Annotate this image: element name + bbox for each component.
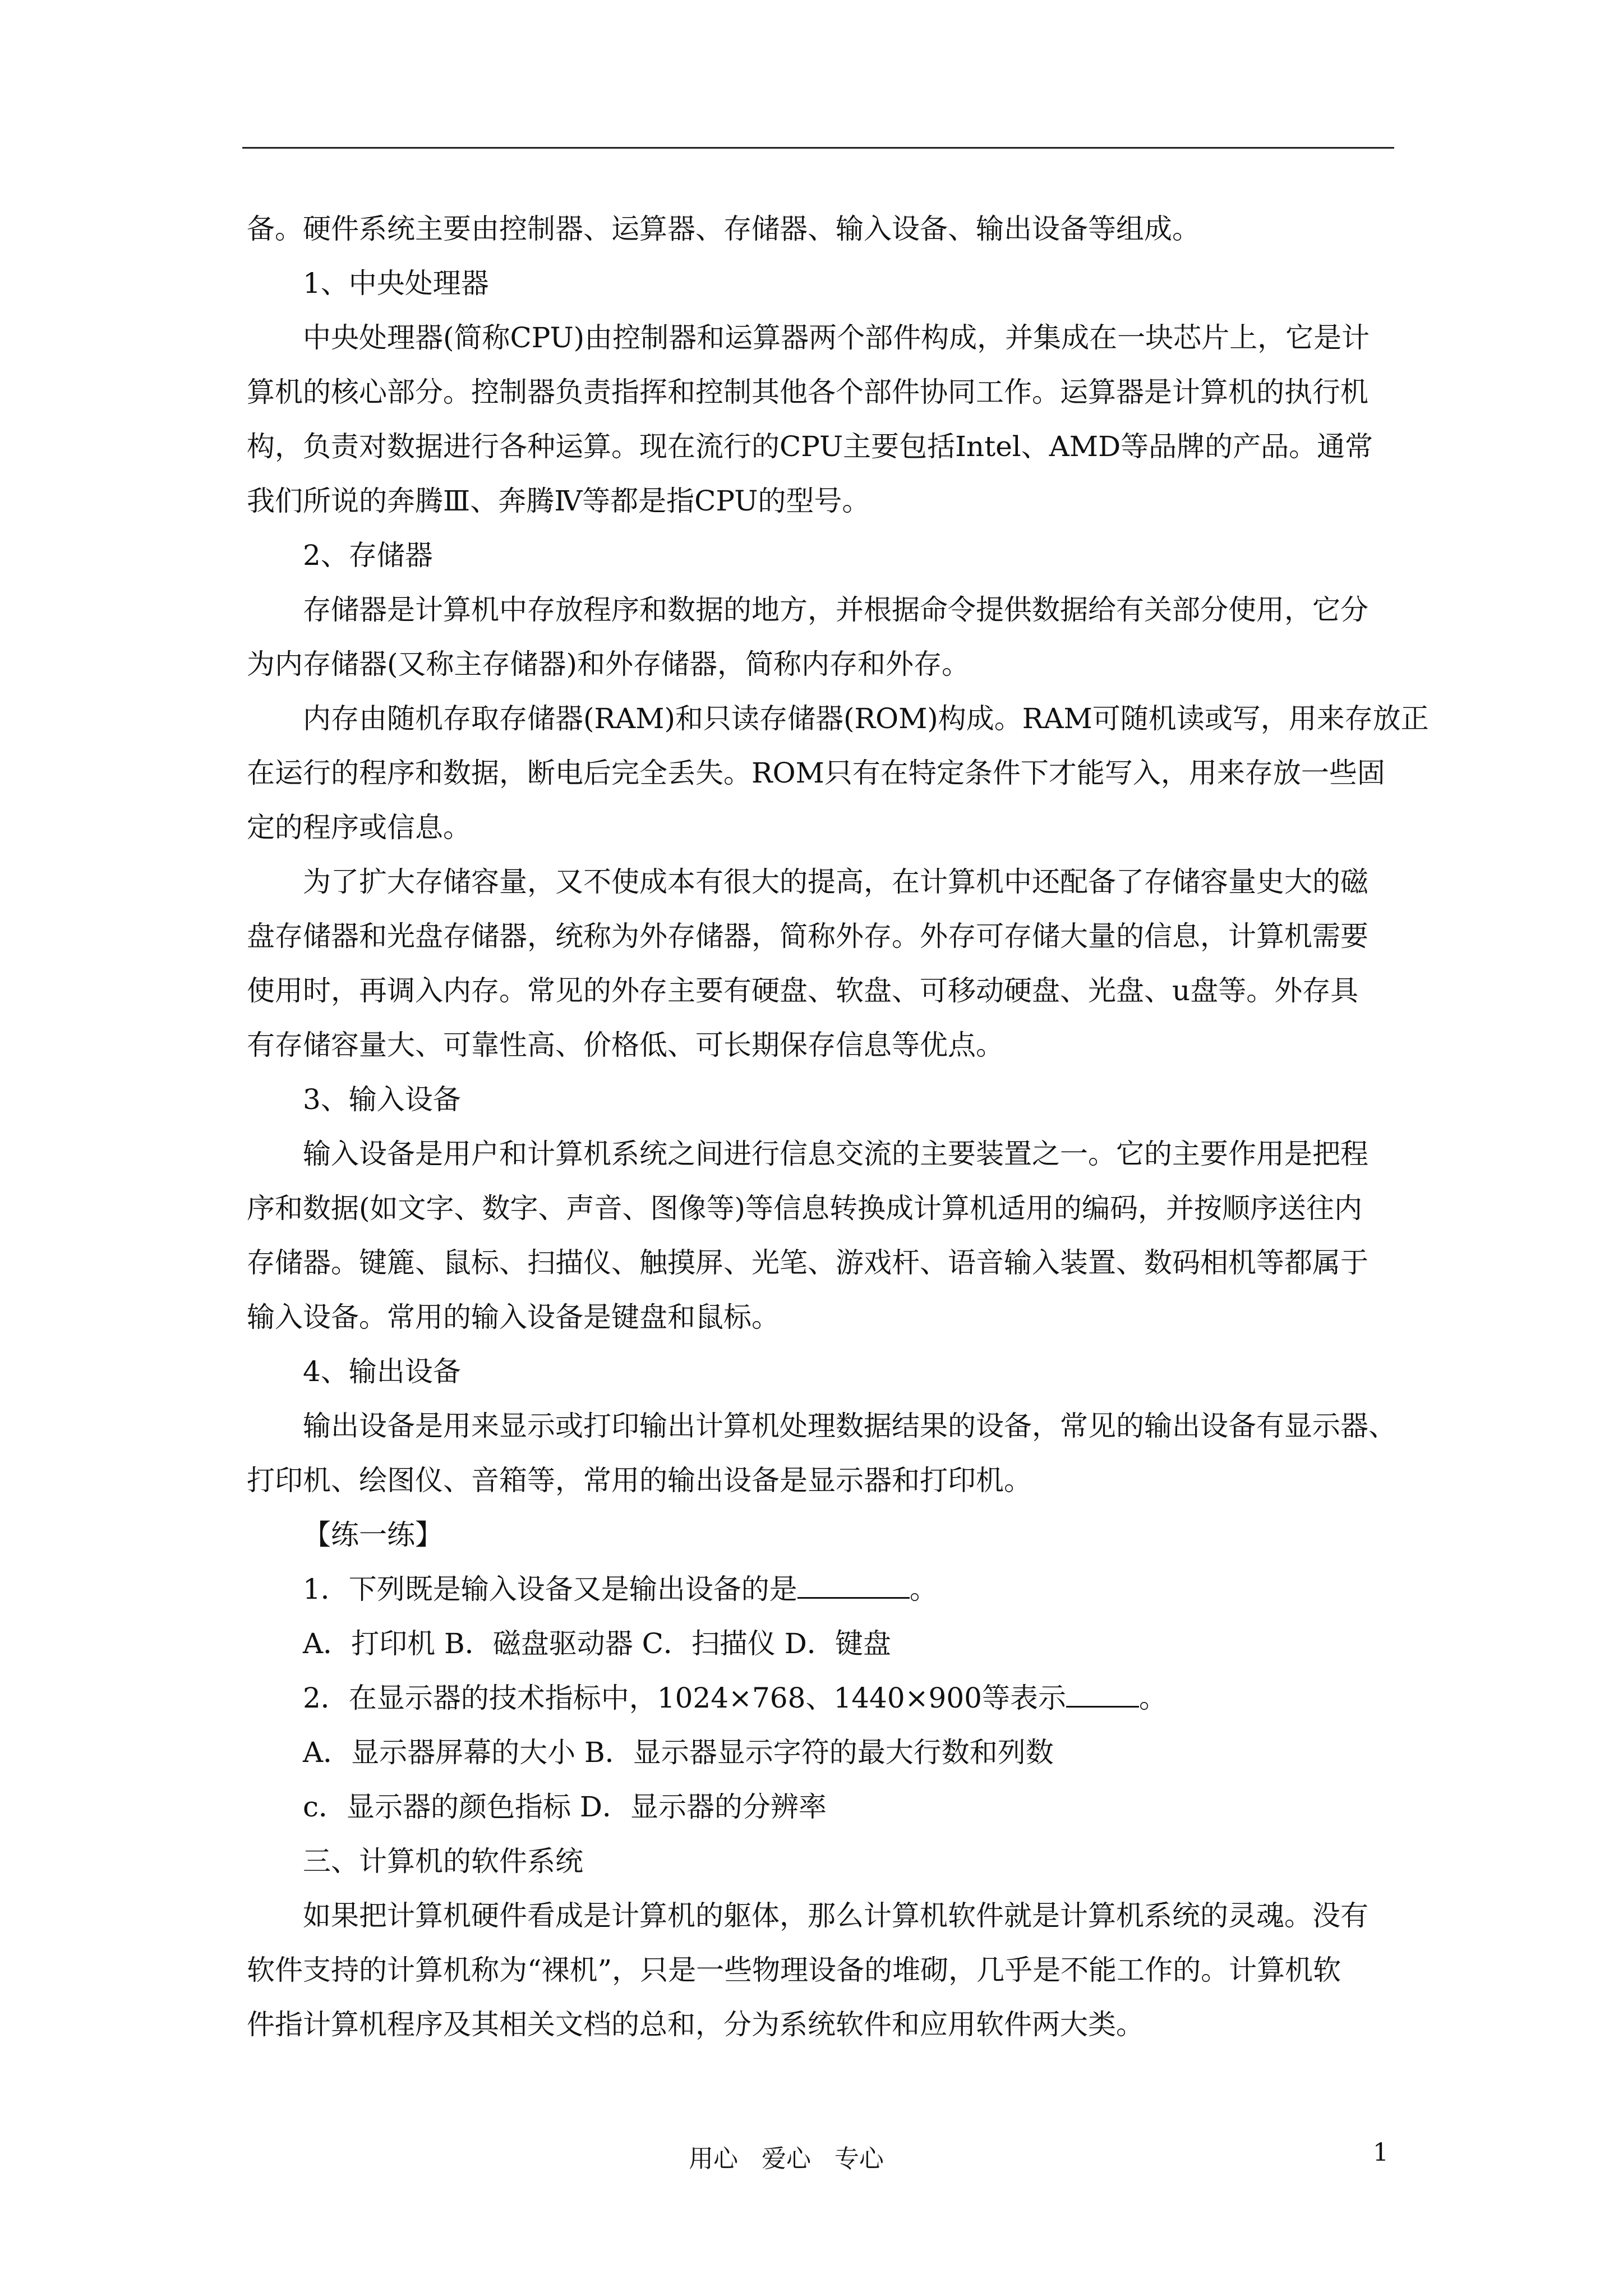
paragraph-line: 输入设备是用户和计算机系统之间进行信息交流的主要装置之一。它的主要作用是把程	[303, 1138, 1368, 1170]
page-number: 1	[1373, 2138, 1389, 2167]
paragraph-line: 存储器。键簏、鼠标、扫描仪、触摸屏、光笔、游戏杆、语音输入装置、数码相机等都属于	[247, 1246, 1368, 1279]
paragraph-line: 件指计算机程序及其相关文档的总和，分为系统软件和应用软件两大类。	[247, 2008, 1144, 2041]
paragraph-line: 输入设备。常用的输入设备是键盘和鼠标。	[247, 1301, 780, 1333]
question-1-options: A．打印机 B．磁盘驱动器 C．扫描仪 D．键盘	[303, 1627, 891, 1660]
question-2-end: 。	[1138, 1682, 1167, 1714]
paragraph-line: 在运行的程序和数据，断电后完全丢失。ROM只有在特定条件下才能写入，用来存放一些固	[247, 757, 1385, 789]
answer-blank-2	[1066, 1679, 1139, 1708]
paragraph-line: 有存储容量大、可靠性高、价格低、可长期保存信息等优点。	[247, 1029, 1004, 1061]
paragraph-line: 输出设备是用来显示或打印输出计算机处理数据结果的设备，常见的输出设备有显示器、	[303, 1410, 1396, 1442]
footer-motto: 用心 爱心 专心	[689, 2145, 884, 2173]
question-2	[247, 1671, 1402, 1726]
paragraph-line: 打印机、绘图仪、音箱等，常用的输出设备是显示器和打印机。	[247, 1464, 1032, 1497]
paragraph-line: 内存由随机存取存储器(RAM)和只读存储器(ROM)构成。RAM可随机读或写，用来存放正	[303, 702, 1429, 735]
question-1-end: 。	[909, 1573, 938, 1605]
paragraph-line: 中央处理器(简称CPU)由控制器和运算器两个部件构成，并集成在一块芯片上，它是计	[303, 321, 1370, 354]
heading-output-devices: 4、输出设备	[303, 1355, 461, 1388]
paragraph-line: 软件支持的计算机称为“裸机”，只是一些物理设备的堆砌，几乎是不能工作的。计算机软	[247, 1954, 1341, 1986]
paragraph-line: 我们所说的奔腾Ⅲ、奔腾Ⅳ等都是指CPU的型号。	[247, 485, 870, 517]
paragraph-line: 构，负责对数据进行各种运算。现在流行的CPU主要包括Intel、AMD等品牌的产品。通常	[247, 430, 1373, 463]
paragraph-line: 备。硬件系统主要由控制器、运算器、存储器、输入设备、输出设备等组成。	[247, 213, 1200, 245]
paragraph-line: 盘存储器和光盘存储器，统称为外存储器，简称外存。外存可存储大量的信息，计算机需要	[247, 920, 1368, 953]
heading-input-devices: 3、输入设备	[303, 1083, 461, 1116]
paragraph-line: 使用时，再调入内存。常见的外存主要有硬盘、软盘、可移动硬盘、光盘、u盘等。外存具	[247, 974, 1359, 1007]
paragraph-line: 如果把计算机硬件看成是计算机的躯体，那么计算机软件就是计算机系统的灵魂。没有	[303, 1899, 1368, 1932]
paragraph-line: 为内存储器(又称主存储器)和外存储器，简称内存和外存。	[247, 648, 970, 680]
question-2-options-1: A．显示器屏幕的大小 B．显示器显示字符的最大行数和列数	[303, 1736, 1054, 1769]
question-1	[247, 1562, 1402, 1617]
paragraph-line: 存储器是计算机中存放程序和数据的地方，并根据命令提供数据给有关部分使用，它分	[303, 593, 1368, 626]
section-3-title: 三、计算机的软件系统	[303, 1845, 583, 1878]
question-2-options-2: c．显示器的颜色指标 D．显示器的分辨率	[303, 1791, 827, 1823]
paragraph-line: 为了扩大存储容量，又不使成本有很大的提高，在计算机中还配备了存储容量史大的磁	[303, 866, 1368, 898]
paragraph-line: 序和数据(如文字、数字、声音、图像等)等信息转换成计算机适用的编码，并按顺序送往内	[247, 1192, 1363, 1225]
paragraph-line: 定的程序或信息。	[247, 811, 471, 844]
heading-cpu: 1、中央处理器	[303, 267, 489, 300]
answer-blank-1	[797, 1570, 910, 1599]
paragraph-line: 算机的核心部分。控制器负责指挥和控制其他各个部件协同工作。运算器是计算机的执行机	[247, 376, 1368, 408]
document-body	[247, 202, 1429, 2052]
header-rule	[242, 147, 1394, 149]
question-1-stem: 1．下列既是输入设备又是输出设备的是	[303, 1573, 797, 1605]
practice-heading: 【练一练】	[303, 1519, 443, 1551]
question-2-stem: 2．在显示器的技术指标中，1024×768、1440×900等表示	[303, 1682, 1066, 1714]
heading-storage: 2、存储器	[303, 539, 433, 572]
